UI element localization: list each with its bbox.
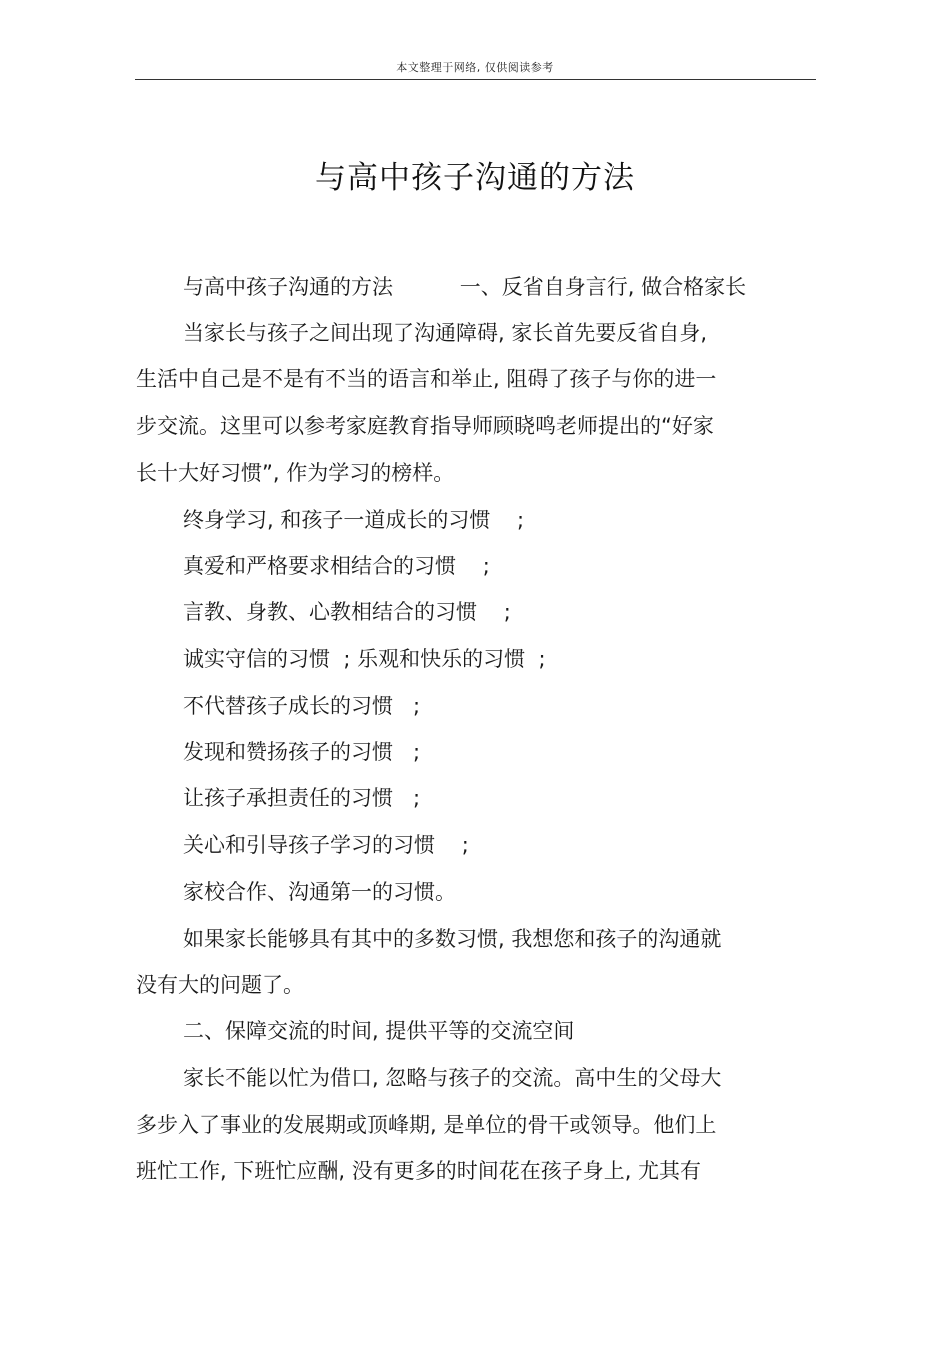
document-title: 与高中孩子沟通的方法 [315,160,635,196]
paragraph-line: 当家长与孩子之间出现了沟通障碍, 家长首先要反省自身, [183,321,708,345]
paragraph-line: 生活中自己是不是有不当的语言和举止, 阻碍了孩子与你的进一 [136,367,717,391]
paragraph-line: 关心和引导孩子学习的习惯 ; [183,833,469,857]
paragraph-line: 终身学习, 和孩子一道成长的习惯 ; [183,508,525,532]
paragraph-line: 多步入了事业的发展期或顶峰期, 是单位的骨干或领导。他们上 [136,1113,717,1137]
paragraph-line: 长十大好习惯”, 作为学习的榜样。 [136,461,455,485]
paragraph-line: 家长不能以忙为借口, 忽略与孩子的交流。高中生的父母大 [183,1066,722,1090]
header-divider [135,79,816,80]
paragraph-line: 言教、身教、心教相结合的习惯 ; [183,600,511,624]
paragraph-line: 让孩子承担责任的习惯 ; [183,786,421,810]
paragraph-line: 不代替孩子成长的习惯 ; [183,694,421,718]
paragraph-line: 二、保障交流的时间, 提供平等的交流空间 [183,1019,575,1043]
page-header-note: 本文整理于网络, 仅供阅读参考 [396,61,554,74]
paragraph-line: 如果家长能够具有其中的多数习惯, 我想您和孩子的沟通就 [183,927,722,951]
paragraph-line: 步交流。这里可以参考家庭教育指导师顾晓鸣老师提出的“好家 [136,414,714,438]
paragraph-line: 没有大的问题了。 [136,973,304,997]
paragraph-line: 真爱和严格要求相结合的习惯 ; [183,554,490,578]
paragraph-line: 诚实守信的习惯 ; 乐观和快乐的习惯 ; [183,647,546,671]
paragraph-line: 家校合作、沟通第一的习惯。 [183,880,456,904]
paragraph-line: 班忙工作, 下班忙应酬, 没有更多的时间花在孩子身上, 尤其有 [136,1159,702,1183]
paragraph-line: 发现和赞扬孩子的习惯 ; [183,740,421,764]
paragraph-line: 与高中孩子沟通的方法 一、反省自身言行, 做合格家长 [183,275,747,299]
